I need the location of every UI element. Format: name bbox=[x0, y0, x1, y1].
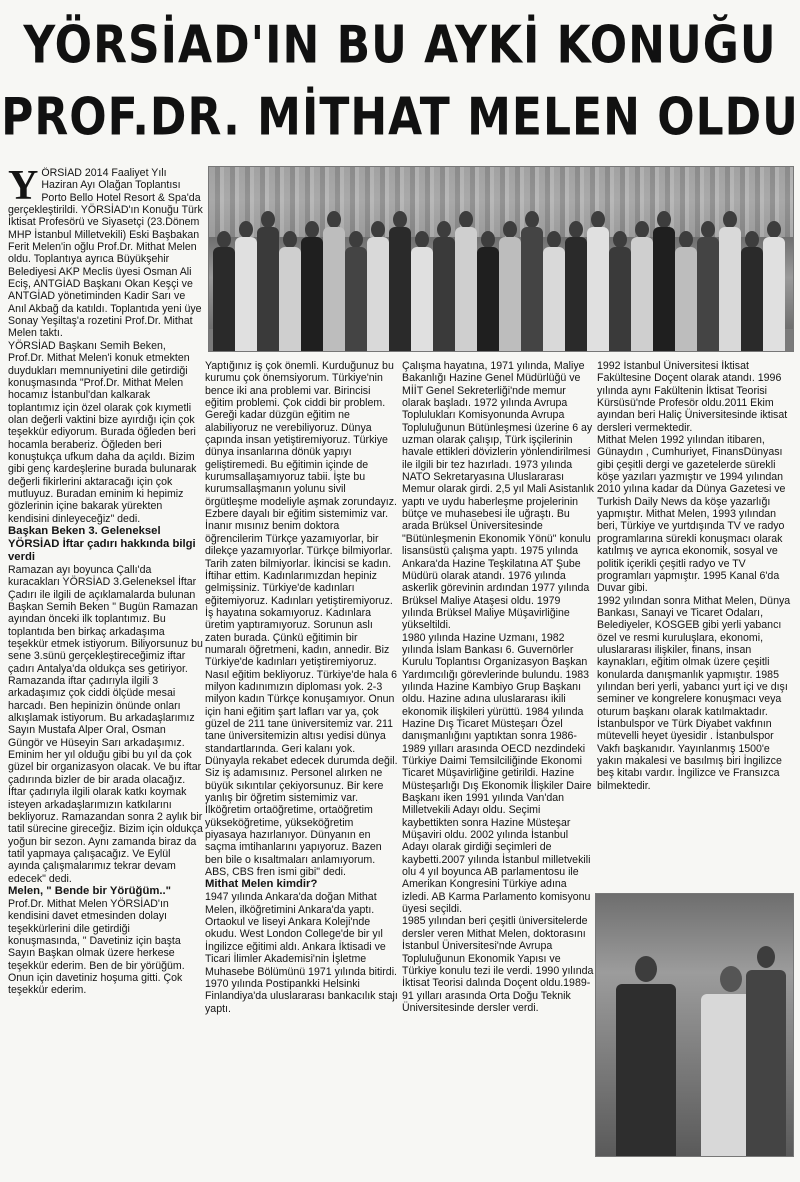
photo-person bbox=[587, 211, 609, 351]
photo-person bbox=[257, 211, 279, 351]
photo-person bbox=[763, 221, 785, 351]
photo-person bbox=[499, 221, 521, 351]
photo-person bbox=[565, 221, 587, 351]
photo-person bbox=[719, 211, 741, 351]
paragraph: Prof.Dr. Mithat Melen YÖRSİAD'ın kendisini davet etmesinden dolayı teşekkürlerini dile getirdiği konuşmasında, " Davetiniz için başta Sayın Başkan olmak üzere herkese teşekkür ederim. Ben de bir yörüğüm. Onun için davetiniz hoşuma gitti. Çok teşekkür ederim. bbox=[8, 897, 185, 997]
photo-person bbox=[433, 221, 455, 351]
paragraph: YÖRSİAD Başkanı Semih Beken, Prof.Dr. Mithat Melen'i konuk etmekten duydukları memnuniyetini dile getirdiği konuşmasında "Prof.Dr. Mithat Melen hocamız İstanbul'dan kalkarak toplantımız için özel olarak çok kıymetli olan değerli vaktini bize ayırdığı için çok teşekkür ediyorum. Burada öğleden beri hocamla beraberiz. Öğleden beri konuştukça ufkum daha da açıldı. Bizim gibi genç kardeşlerine burada bulunarak değerli fikirlerini aktaracağı için çok mutluyuz. Buradan eminim ki hepimiz gözlerinin içine bakarak yürekten kendisini dinleyeceğiz" dedi. bbox=[8, 339, 197, 525]
photo-person bbox=[411, 231, 433, 351]
dropcap: Y bbox=[8, 167, 39, 209]
photo-person bbox=[367, 221, 389, 351]
article-column-2 bbox=[205, 360, 398, 1160]
subheading: Melen, " Bende bir Yörüğüm.." bbox=[8, 884, 172, 897]
paragraph: Yaptığınız iş çok önemli. Kurduğunuz bu kurumu çok önemsiyorum. Türkiye'nin bence iki ana problemi var. Birincisi eğitim problemi. Çok ciddi bir problem. Gereği kadar düzgün eğitim ne alabiliyoruz ne verebiliyoruz. Dünya çapında insan yetiştiremiyoruz. Türkiye dünya insanlarına dönük yapıyı geliştiremedi. Bu eğitimin içinde de kurumsallaşamıyoruz tabii. İşte bu kurumsallaşmanın yolunu sivil örgütleşme modeliyle aşmak zorundayız. Ezbere dayalı bir eğitim sistemimiz var. İnanır mısınız benim doktora öğrencilerim Türkçe yazamıyorlar, bir dilekçe yazamıyorlar. Türkçe bilmiyorlar. Tarih zaten bilmiyorlar. İkincisi se kadın. İftihar ettim. Kadınlarımızdan hepiniz gelmişsiniz. Türkiye'de kadınları eğitemiyoruz. Kadınları yetiştiremiyoruz. İş hayatına sokamıyoruz. Kadınlara üretim yaptıramıyoruz. Sorunun aslı zaten burada. Çünkü eğitimin bir numaralı öğretmeni, kadın, annedir. Biz Türkiye'de kadınları yetiştiremiyoruz. Nasıl eğitim bekliyoruz. Türkiye'de hala 6 milyon kadınımızın diploması yok. 2-3 milyon kadın Türkçe konuşamıyor. Onun için hani eğitim şart lafları var ya, çok güzel de 211 tane üniversitemiz var. 211 tane üniversitemizin altısı yedisi dünya standartlarında. Geri kalanı yok. Dünyayla rekabet edecek durumda değil. Siz iş adamısınız. Personel alırken ne büyük sıkıntılar çekiyorsunuz. Bir kere yanlış bir öğretim sistemimiz var. İlköğretim ortaöğretime, ortaöğretim yükseköğretime, yükseköğretim piyasaya hazırlanıyor. Dünyanın en saçma imtihanlarını yapıyoruz. Bazen ben bile o kısaltmaları anlamıyorum. ABS, CBS fren ismi gibi" dedi. bbox=[205, 360, 398, 879]
photo-person bbox=[697, 221, 719, 351]
headline-line-1: YÖRSİAD'IN BU AYKİ KONUĞU bbox=[23, 15, 777, 76]
paragraph: Ramazan ayı boyunca Çallı'da kuracakları YÖRSİAD 3.Geleneksel İftar Çadırı ile ilgili de açıklamalarda bulunan Başkan Semih Beken " Bugün Ramazan ayından önceki ilk toplantımız. Bu toplantıda ben birkaç arkadaşıma teşekkür etmek istiyorum. Biliyorsunuz bu sene 3.sünü gerçekleştireceğimiz iftar çadırı Antalya'da oldukça ses getiriyor. Ramazanda iftar çadırıyla ilgili 3 arkadaşımız çok ciddi ölçüde mesai harcadı. Ben hepinizin önünde onları alkışlamak istiyorum. Bu arkadaşlarımız Sayın Mustafa Alper Oral, Osman Güngör ve Hüseyin Sarı arkadaşımız. Eminim her yıl olduğu gibi bu yıl da çok güzel bir organizasyon olacak. Ve bu iftar çadırında bizler de bir arada olacağız. İftar çadırıyla ilgili olarak katkı koymak isteyen arkadaşlarımızın katkılarını bekliyoruz. Ramazandan sonra 2 aylık bir tatil sürecine gireceğiz. Bizim için oldukça yoğun bir sezon. Aynı zamanda biraz da tatil yapmaya çalışacağız. Ve Eylül ayında çalışmalarımız tekrar devam edecek" dedi. bbox=[8, 563, 203, 885]
photo-person bbox=[213, 231, 235, 351]
photo-person bbox=[345, 231, 367, 351]
subheading: Mithat Melen kimdir? bbox=[205, 878, 318, 891]
paragraph: 1947 yılında Ankara'da doğan Mithat Melen, ilköğretimini Ankara'da yaptı. Ortaokul ve liseyi Ankara Koleji'nde okudu. West London College'de bir yıl İngilizce eğitimi aldı. Ankara İktisadi ve Ticari İlimler Akademisi'nin İşletme Muhasebe Bölümünü 1971 yılında bitirdi. 1970 yılında Postipankki Helsinki Finlandiya'da uluslararası bankacılık stajı yaptı. bbox=[205, 891, 398, 1015]
paragraph: 1980 yılında Hazine Uzmanı, 1982 yılında İslam Bankası 6. Guvernörler Kurulu Toplantısı Organizasyon Başkan Yardımcılığı görevlerinde bulundu. 1983 yılında Hazine Kambiyo Grup Başkanı oldu. Hazine adına uluslararası ikili ekonomik ilişkileri yürüttü. 1984 yılında Hazine Dış Ticaret Müsteşarı Özel danışmanlığını yaptıktan sonra 1986-1989 yılları arasında OECD nezdindeki Türkiye Daimi Temsilciliğinde Ekonomi Ticaret Müşavirliğine getirildi. Hazine Müsteşarlığı Dış Ekonomik İlişkiler Daire Başkanı iken 1991 yılında Van'dan Milletvekili Adayı oldu. Seçimi kaybettikten sonra Hazine Müsteşar Müşaviri oldu. 2002 yılında İstanbul Adayı olarak girdiği seçimleri de kaybetti.2007 yılında İstanbul milletvekili olu 4 yıl boyunca AB parlamentosu ile Amerikan Kongresini Türkiye adına izledi. AB Karma Parlamento komisyonu üyesi seçildi. bbox=[402, 631, 592, 916]
article-column-1 bbox=[8, 167, 204, 1170]
photo-person bbox=[741, 231, 763, 351]
photo-person bbox=[675, 231, 697, 351]
photo-person bbox=[455, 211, 477, 351]
photo-person bbox=[653, 211, 675, 351]
award-photo bbox=[595, 893, 794, 1157]
photo-person bbox=[301, 221, 323, 351]
photo-person bbox=[631, 221, 653, 351]
photo-person bbox=[609, 231, 631, 351]
photo-person bbox=[521, 211, 543, 351]
paragraph: Mithat Melen 1992 yılından itibaren, Günaydın , Cumhuriyet, FinansDünyası gibi çeşitli dergi ve gazetelerde sürekli köşe yazıları yazmıştır ve 1994 yılından 2010 yılına kadar da Dünya Gazetesi ve Turkish Daily News da köşe yazarlığı yapmıştır. Mithat Melen, 1993 yılından beri, Türkiye ve yurtdışında TV ve radyo programlarına sürekli konuşmacı olarak katılmış ve ayrıca ekonomik, sosyal ve politik içerikli çeşitli radyo ve TV programları yapmıştır. 1995 Kanal 6'da Duvar gibi. bbox=[597, 434, 786, 595]
paragraph: Çalışma hayatına, 1971 yılında, Maliye Bakanlığı Hazine Genel Müdürlüğü ve MİİT Genel Sekreterliği'nde memur olarak başladı. 1972 yılında Avrupa Toplulukları Komisyonunda Avrupa Topluluğunun Bütünleşmesi üzerine 6 ay uzman olarak çalışıp, Türk işçilerinin havale ettikleri dövizlerin yönlendirilmesi ile ilgili bir tez hazırladı. 1973 yılında NATO Sekretaryasına Uluslararası Memur olarak girdi. 2,5 yıl Mali Asistanlık yaptı ve uydu haberleşme projelerinin bütçe ve muhasebesi ile uğraştı. Bu arada Brüksel Üniversitesinde "Bütünleşmenin Ekonomik Yönü" konulu lisansüstü çalışma yaptı. 1975 yılında Ankara'da Hazine Teşkilatına AT Şube Müdürü olarak atandı. 1976 yılında askerlik görevinin ardından 1977 yılında Brüksel Maliye Ataşesi oldu. 1979 yılında Brüksel Maliye Müşavirliğine yükseltildi. bbox=[402, 360, 594, 632]
photo-person bbox=[477, 231, 499, 351]
headline-line-2: PROF.DR. MİTHAT MELEN OLDU bbox=[1, 87, 799, 148]
article-column-4 bbox=[597, 360, 793, 882]
subheading: Başkan Beken 3. Geleneksel YÖRSİAD İftar çadırı hakkında bilgi verdi bbox=[8, 524, 196, 563]
photo-person bbox=[323, 211, 345, 351]
article-column-3 bbox=[402, 360, 594, 1160]
group-photo bbox=[208, 166, 794, 352]
photo-person bbox=[543, 231, 565, 351]
paragraph: 1992 yılından sonra Mithat Melen, Dünya Bankası, Sanayi ve Ticaret Odaları, Belediyeler, KOSGEB gibi yerli yabancı özel ve resmi kuruluşlara, ekonomi, uluslararası ilişkiler, finans, insan kaynakları, eğitim olmak üzere çeşitli konularda danışmanlık yapmıştır. 1985 yılından beri yerli, yabancı yurt içi ve dışı seminer ve kongrelere konuşmacı veya oturum başkanı olarak katılmaktadır. İstanbulspor ve Türk Diyabet vakfının mütevelli heyet üyesidir . İstanbulspor Vakfı başkanıdır. Yayınlanmış 1500'e yakın makalesi ve basılmış biri İngilizce beş kitabı vardır. İngilizce ve Fransızca bilmektedir. bbox=[597, 594, 791, 792]
intro-paragraph: YÖRSİAD 2014 Faaliyet Yılı Haziran Ayı Olağan Toplantısı Porto Bello Hotel Resort & Spa'da gerçekleştirildi. YÖRSİAD'ın Konuğu Türk İktisat Profesörü ve Siyasetçi (23.Dönem MHP İstanbul Milletvekili) Eski Başbakan Ferit Melen'in oğlu Prof.Dr. Mithat Melen oldu. Toplantıya ayrıca Büyükşehir Belediyesi AKP Meclis üyesi Osman Ali Eciş, ANTGİAD Başkanı Okan Keşçi ve ANTGİAD yönetiminden Kadir Sarı ve Anıl Akbağ da katıldı. Toplantıda yeni üye Sonay Yeşiltaş'a rozetini Prof.Dr. Mithat Melen taktı. bbox=[8, 167, 203, 340]
photo-person bbox=[279, 231, 301, 351]
paragraph: 1985 yılından beri çeşitli üniversitelerde dersler veren Mithat Melen, doktorasını İstanbul Üniversitesi'nde Avrupa Topluluğunun Ekonomik Yapısı ve Türkiye konulu tezi ile verdi. 1990 yılında İktisat Teorisi dalında Doçent oldu.1989-91 yılları arasında Orta Doğu Teknik Üniversitesinde dersler verdi. bbox=[402, 915, 594, 1014]
photo-person bbox=[235, 221, 257, 351]
paragraph: 1992 İstanbul Üniversitesi İktisat Fakültesine Doçent olarak atandı. 1996 yılında aynı Fakültenin İktisat Teorisi Kürsüsü'nde Profesör oldu.2011 Ekim ayından beri Haliç Üniversitesinde iktisat dersleri vermektedir. bbox=[597, 360, 788, 434]
photo-person bbox=[389, 211, 411, 351]
